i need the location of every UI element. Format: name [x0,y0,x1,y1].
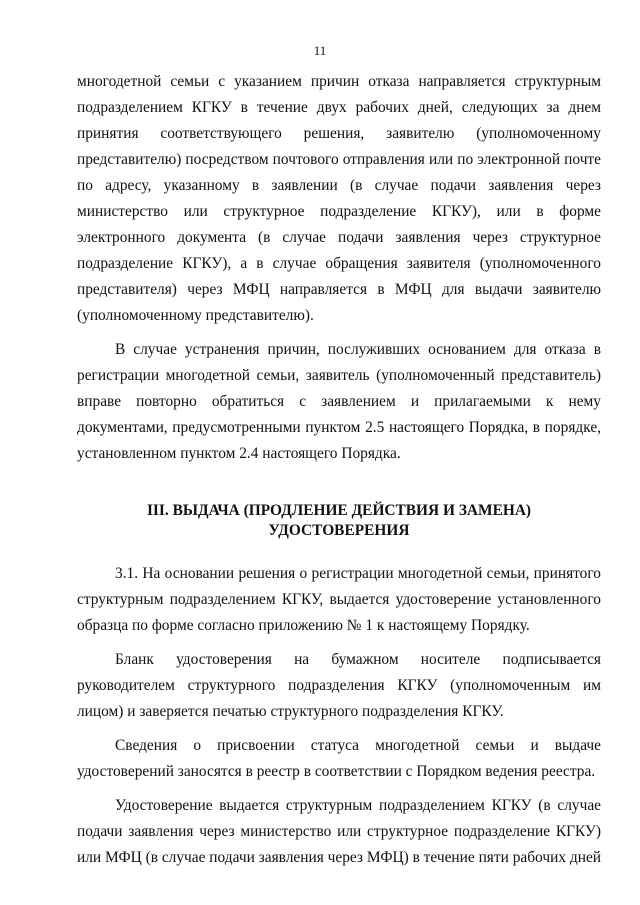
elimination-paragraph [77,337,601,467]
paragraph-3-1 [77,561,601,639]
text-line: Сведения о присвоении статуса многодетной семьи и выдаче [115,737,601,754]
section-heading-line2: УДОСТОВЕРЕНИЯ [268,522,410,539]
text-line: Бланк удостоверения на бумажном носителе подписывается [115,651,601,668]
page-number: 11 [313,43,327,58]
section-heading-line1: III. ВЫДАЧА (ПРОДЛЕНИЕ ДЕЙСТВИЯ И ЗАМЕНА) [146,502,532,519]
text-line: Удостоверение выдается структурным подразделением КГКУ (в случае [115,797,601,814]
text-line: или МФЦ (в случае подачи заявления через МФЦ) в течение пяти рабочих дней [77,849,602,866]
text-line: представителя) через МФЦ направляется в МФЦ для выдачи заявителю [77,281,601,298]
text-line: 3.1. На основании решения о регистрации многодетной семьи, принятого [115,565,601,582]
text-line: документами, предусмотренными пунктом 2.5 настоящего Порядка, в порядке, [77,419,601,436]
text-line: В случае устранения причин, послуживших основанием для отказа в [115,341,601,358]
text-line: по адресу, указанному в заявлении (в случае подачи заявления через [77,177,601,194]
text-line: удостоверений заносятся в реестр в соответствии с Порядком ведения реестра. [77,763,596,780]
text-line: подразделением КГКУ в течение двух рабочих дней, следующих за днем [77,99,601,116]
registry-paragraph [77,733,601,785]
issue-paragraph [77,793,601,871]
blank-paragraph [77,647,601,725]
text-line: лицом) и заверяется печатью структурного подразделения КГКУ. [77,703,504,720]
text-line: вправе повторно обратиться с заявлением и прилагаемыми к нему [77,393,601,410]
document-body [77,69,601,871]
text-line: руководителем структурного подразделения КГКУ (уполномоченным им [77,677,601,694]
text-line: образца по форме согласно приложению № 1 к настоящему Порядку. [77,617,530,634]
text-line: структурным подразделением КГКУ, выдается удостоверение установленного [77,591,601,608]
text-line: регистрации многодетной семьи, заявитель (уполномоченный представитель) [77,367,601,384]
text-line: подачи заявления через министерство или структурное подразделение КГКУ) [77,823,601,840]
text-line: электронного документа (в случае подачи заявления через структурное [77,229,601,246]
text-line: многодетной семьи с указанием причин отказа направляется структурным [77,73,601,90]
text-line: (уполномоченному представителю). [77,307,314,324]
section-heading [77,501,601,541]
intro-paragraph [77,69,601,329]
text-line: министерство или структурное подразделение КГКУ), или в форме [77,203,601,220]
text-line: принятия соответствующего решения, заявителю (уполномоченному [77,125,601,142]
text-line: установленном пунктом 2.4 настоящего Порядка. [77,445,401,462]
text-line: представителю) посредством почтового отправления или по электронной почте [77,151,601,168]
text-line: подразделение КГКУ), а в случае обращения заявителя (уполномоченного [77,255,601,272]
